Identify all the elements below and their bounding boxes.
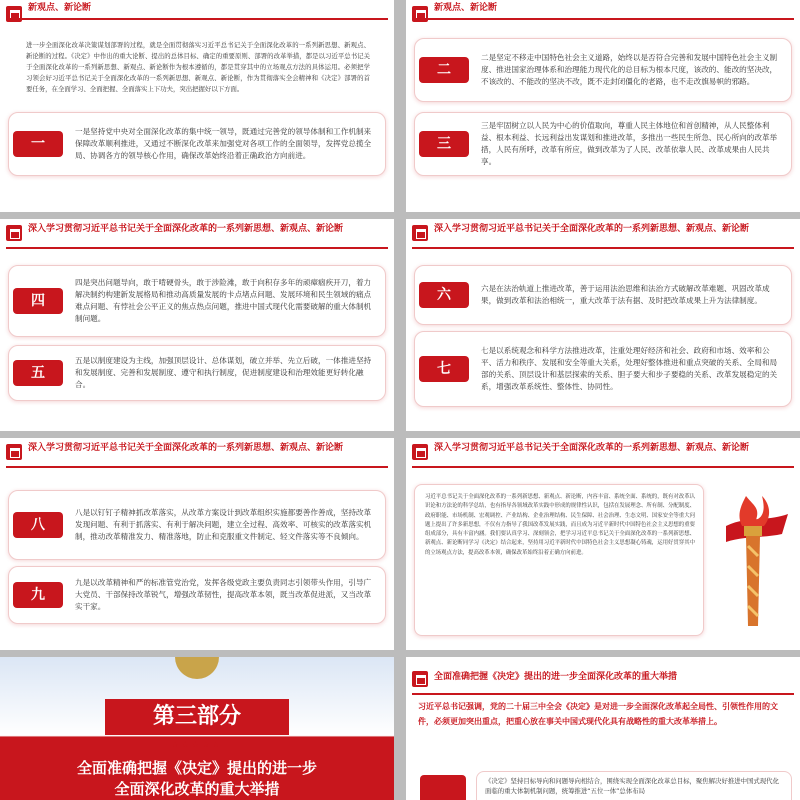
book-icon — [412, 671, 428, 687]
slide-6[interactable] — [406, 438, 800, 650]
header-text: 深入学习贯彻习近平总书记关于全面深化改革的一系列新思想、新观点、新论断 — [434, 443, 750, 453]
slide-5[interactable] — [0, 438, 394, 650]
point-number: 七 — [419, 356, 469, 382]
point-number: 六 — [419, 282, 469, 308]
header-text: 全面准确把握《决定》提出的进一步全面深化改革的重大举措 — [434, 672, 678, 682]
part-title: 第三部分 — [105, 699, 289, 735]
point-card — [8, 490, 386, 560]
header-divider — [412, 693, 794, 695]
point-text: 九是以改革精神和严的标准管党治党，发挥各级党政主要负责同志引领带头作用，引导广大党员、干部保持改革锐气，增强改革韧性，提高改革本领，既当改革促进派，又当改革实干家。 — [75, 578, 372, 611]
point-number: 四 — [13, 288, 63, 314]
quote-card — [476, 771, 792, 800]
point-number: 一 — [13, 131, 63, 157]
header-text: 新观点、新论断 — [434, 3, 498, 13]
torch-icon — [716, 486, 790, 636]
slide-header — [406, 219, 800, 251]
point-number: 三 — [419, 131, 469, 157]
point-text: 一是坚持党中央对全面深化改革的集中统一领导，既通过完善党的领导体制和工作机制来保障改革顺利推进，又通过不断深化改革来加强党对各项工作的全面领导，发挥党总揽全局、协调各方的领导核心作用，确保改革始终沿着正确政治方向前进。 — [75, 127, 372, 160]
point-text: 八是以钉钉子精神抓改革落实，从改革方案设计到改革组织实施都要善作善成，坚持改革发现问题、有利于抓落实、有利于解决问题，建立全过程、高效率、可核实的改革落实机制，推动改革精准发力、精准落地，防止和克服重文件制定、轻文件落实等不良倾向。 — [75, 508, 372, 541]
header-divider — [6, 466, 388, 468]
slide-2[interactable] — [406, 0, 800, 212]
header-text: 新观点、新论断 — [28, 3, 92, 13]
header-divider — [412, 18, 794, 20]
point-card — [8, 112, 386, 176]
book-icon — [412, 444, 428, 460]
point-card — [8, 345, 386, 401]
point-text: 五是以制度建设为主线，加强顶层设计、总体谋划，破立并举、先立后破，一体推进坚持和发展制度、完善和发展制度、遵守和执行制度，促进制度建设和治理效能更好转化融合。 — [75, 356, 372, 389]
star-divider: ★★★★★ — [171, 740, 223, 749]
header-divider — [412, 247, 794, 249]
point-text: 三是牢固树立以人民为中心的价值取向，尊重人民主体地位和首创精神，从人民整体利益、根本利益、长远利益出发谋划和推进改革，多推出一些民生所急、民心所向的改革举措，人民有所呼，改革有所应，做到改革为了人民、改革依靠人民、改革成果由人民共享。 — [481, 121, 778, 166]
emblem-icon — [175, 657, 219, 679]
section-title-line-2: 全面深化改革的重大举措 — [114, 780, 280, 798]
intro-paragraph: 进一步全面深化改革决策谋划部署的过程，就是全面贯彻落实习近平总书记关于全面深化改革的一系列新思想、新观点、新论断的过程。《决定》中作出的重大论断、提出的总体目标、确定的重要原则、部署的改革举措，都是以习近平总书记关于全面深化改革的一系列新思想、新观点、新论断作为根本遵循的，都是贯穿其中的立场观点方法的具体运用。必须把学习领会好习近平总书记关于全面深化改革的一系列新思想、新观点、新论断，作为贯彻落实全会精神和《决定》部署的首要任务，在全面学习、全面把握、全面落实上下功夫，突出把握好以下方面。 — [26, 41, 370, 93]
slide-header — [0, 0, 394, 22]
slide-header — [406, 0, 800, 22]
header-text: 深入学习贯彻习近平总书记关于全面深化改革的一系列新思想、新观点、新论断 — [434, 224, 750, 234]
point-number: 五 — [13, 360, 63, 386]
point-number: 八 — [13, 512, 63, 538]
lead-paragraph: 习近平总书记强调，党的二十届三中全会《决定》是对进一步全面深化改革起全局性、引领性作用的文件，必须更加突出重点，把重心放在事关中国式现代化具有战略性的重大改革举措上。 — [418, 702, 778, 726]
book-icon — [6, 444, 22, 460]
slide-header — [406, 665, 800, 697]
point-number: 九 — [13, 582, 63, 608]
slide-1[interactable] — [0, 0, 394, 212]
summary-paragraph: 习近平总书记关于全面深化改革的一系列新思想、新观点、新论断，内容丰富、系统全面、系统的，既有对改革认识论和方法论的科学总结，也有指导各领域改革实践中形成的规律性认识，包括在发展理念、所有制、分配制度、政府职能、市场机制、宏观调控、产业结构、企业治理结构、民生保障、社会治理、生态文明、国家安全等重大问题上提出了许多新思想，不仅有力指导了我国改革发展实践，而且成为习近平新时代中国特色社会主义思想的重要组成部分，具有丰富内涵。我们要认真学习、深刻领会，把学习习近平总书记关于全面深化改革的一系列新思想、新观点、新论断同学习《决定》结合起来，坚持用习近平新时代中国特色社会主义思想凝心铸魂，运用好贯穿其中的立场观点方法，提高改革本领，确保改革始终沿着正确方向前进。 — [425, 494, 695, 556]
section-title-line-1: 全面准确把握《决定》提出的进一步 — [76, 759, 317, 777]
point-card — [414, 331, 792, 407]
header-divider — [6, 247, 388, 249]
slide-8[interactable] — [406, 657, 800, 800]
point-text: 四是突出问题导向，敢于啃硬骨头，敢于涉险滩，敢于向积存多年的顽瘴痼疾开刀，着力解决制约构建新发展格局和推动高质量发展的卡点堵点问题、发展环境和民生领域的痛点难点问题、有悖社会公平正义的焦点热点问题，推进中国式现代化需要破解的重大体制机制问题。 — [75, 278, 372, 323]
point-text: 二是坚定不移走中国特色社会主义道路，始终以是否符合完善和发展中国特色社会主义制度、推进国家治理体系和治理能力现代化的总目标为根本尺度，该改的、能改的坚决改，不该改的、不能改的坚决不改，既不走封闭僵化的老路，也不走改旗易帜的邪路。 — [481, 53, 778, 86]
point-card — [8, 566, 386, 624]
book-icon — [412, 225, 428, 241]
summary-card — [414, 484, 704, 636]
point-card — [8, 265, 386, 337]
header-text: 深入学习贯彻习近平总书记关于全面深化改革的一系列新思想、新观点、新论断 — [28, 443, 344, 453]
point-text: 七是以系统观念和科学方法推进改革，注重处理好经济和社会、政府和市场、效率和公平、活力和秩序、发展和安全等重大关系，处理好整体推进和重点突破的关系、全局和局部的关系、顶层设计和基层探索的关系、胆子要大和步子要稳的关系、改革发展稳定的关系，增强改革系统性、整体性、协同性。 — [481, 346, 778, 391]
point-card — [414, 112, 792, 176]
slide-7[interactable] — [0, 657, 394, 800]
point-number: 二 — [419, 57, 469, 83]
header-divider — [6, 18, 388, 20]
slide-3[interactable] — [0, 219, 394, 431]
point-text: 六是在法治轨道上推进改革，善于运用法治思维和法治方式破解改革难题、巩固改革成果，做到改革和法治相统一，重大改革于法有据、及时把改革成果上升为法律制度。 — [481, 284, 770, 305]
header-divider — [412, 466, 794, 468]
point-card — [414, 265, 792, 325]
slide-header — [0, 219, 394, 251]
person-icon — [420, 775, 466, 800]
slide-header — [0, 438, 394, 470]
point-card — [414, 38, 792, 102]
slide-4[interactable] — [406, 219, 800, 431]
quote-text: 《决定》坚持目标导向和问题导向相结合，围绕实现全面深化改革总目标，聚焦解决好推进中国式现代化面临的重大体制机制问题，统筹推进“五位一体”总体布局 — [485, 777, 779, 795]
header-text: 深入学习贯彻习近平总书记关于全面深化改革的一系列新思想、新观点、新论断 — [28, 224, 344, 234]
slide-header — [406, 438, 800, 470]
book-icon — [6, 225, 22, 241]
